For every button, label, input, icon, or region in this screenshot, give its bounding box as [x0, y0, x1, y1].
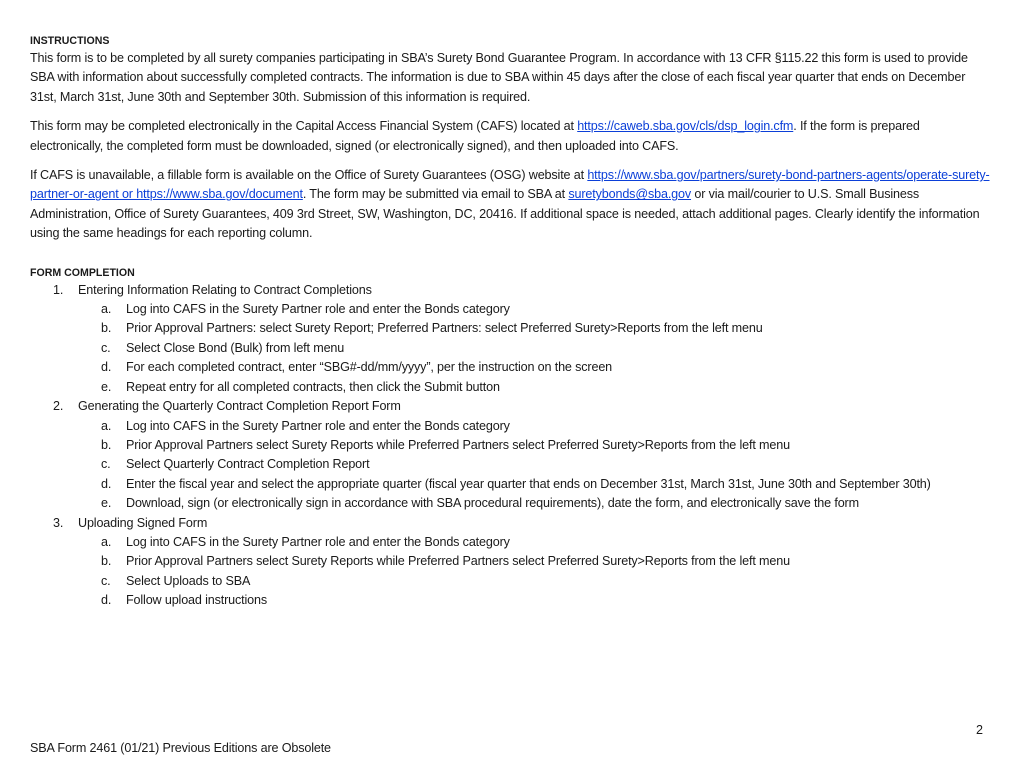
substep-letter: d. — [101, 476, 112, 491]
substep-text: Log into CAFS in the Surety Partner role and enter the Bonds category — [126, 302, 510, 317]
step-number: 2. — [53, 399, 64, 414]
substep-letter: a. — [101, 302, 112, 317]
substep-letter: a. — [101, 418, 112, 433]
step-3-substeps — [78, 533, 990, 611]
step-1 — [30, 281, 990, 397]
substep — [78, 572, 990, 591]
substep-letter: d. — [101, 360, 112, 375]
form-footer-label: SBA Form 2461 (01/21) Previous Editions are Obsolete — [30, 741, 331, 755]
step-number: 3. — [53, 515, 64, 530]
substep-letter: e. — [101, 496, 112, 511]
substep-letter: c. — [101, 457, 111, 472]
substep-text: Download, sign (or electronically sign in accordance with SBA procedural requirements), date the form, and electronically save the form — [126, 496, 859, 511]
substep — [78, 533, 990, 552]
substep — [78, 494, 990, 513]
substep-text: Log into CAFS in the Surety Partner role and enter the Bonds category — [126, 418, 510, 433]
substep-text: Log into CAFS in the Surety Partner role and enter the Bonds category — [126, 534, 510, 549]
substep-letter: b. — [101, 437, 112, 452]
step-3 — [30, 514, 990, 611]
step-title: Uploading Signed Form — [78, 515, 208, 530]
substep-text: Prior Approval Partners select Surety Reports while Preferred Partners select Preferred Surety>Reports from the left menu — [126, 437, 790, 452]
substep-letter: c. — [101, 340, 111, 355]
para3-text-after: or via mail/courier to U.S. Small Business Administration, Office of Surety Guarantees, 409 3rd Street, SW, Washington, DC, 20416. If additional space is needed, attach additional pages. Clearly identify the information using the same headings for each reporting column. — [30, 187, 980, 241]
substep — [78, 552, 990, 571]
substep-letter: e. — [101, 379, 112, 394]
substep-text: Repeat entry for all completed contracts, then click the Submit button — [126, 379, 500, 394]
form-completion-steps — [30, 281, 990, 611]
instructions-paragraph-1: This form is to be completed by all surety companies participating in SBA’s Surety Bond Guarantee Program. In accordance with 13 CFR §115.22 this form is used to provide SBA with information about successfully completed contracts. The information is due to SBA within 45 days after the close of each fiscal year quarter that ends on December 31st, March 31st, June 30th and September 30th. Submission of this information is required. — [30, 51, 968, 104]
substep-letter: a. — [101, 534, 112, 549]
substep-text: Follow upload instructions — [126, 593, 268, 608]
instructions-heading: INSTRUCTIONS — [30, 35, 110, 47]
substep — [78, 319, 990, 338]
step-number: 1. — [53, 282, 64, 297]
substep — [78, 358, 990, 377]
substep-text: Select Uploads to SBA — [126, 573, 251, 588]
substep — [78, 378, 990, 397]
substep — [78, 475, 990, 494]
substep-letter: b. — [101, 554, 112, 569]
step-1-substeps — [78, 300, 990, 397]
para2-text-after: . If the form is prepared electronically, the completed form must be downloaded, signed (or electronically signed), and then uploaded into CAFS. — [30, 119, 920, 153]
substep-letter: c. — [101, 573, 111, 588]
substep-text: For each completed contract, enter “SBG#-dd/mm/yyyy”, per the instruction on the screen — [126, 360, 613, 375]
section-spacer — [30, 254, 990, 265]
substep-text: Select Quarterly Contract Completion Report — [126, 457, 370, 472]
instructions-paragraph-2 — [30, 117, 990, 156]
osg-website-link[interactable]: https://www.sba.gov/partners/surety-bond-partners-agents/operate-surety-partner-or-agent or https://www.sba.gov/document — [30, 168, 990, 202]
step-2-substeps — [78, 417, 990, 514]
substep-letter: b. — [101, 321, 112, 336]
step-title: Entering Information Relating to Contract Completions — [78, 282, 372, 297]
para3-text-middle: . The form may be submitted via email to SBA at — [302, 187, 569, 202]
substep-text: Prior Approval Partners select Surety Reports while Preferred Partners select Preferred Surety>Reports from the left menu — [126, 554, 790, 569]
para2-text-before: This form may be completed electronically in the Capital Access Financial System (CAFS) located at — [30, 119, 578, 134]
page-number: 2 — [976, 723, 984, 737]
substep-letter: d. — [101, 593, 112, 608]
para3-text-before: If CAFS is unavailable, a fillable form is available on the Office of Surety Guarantees (OSG) website at — [30, 168, 588, 183]
step-2 — [30, 397, 990, 513]
form-completion-heading: FORM COMPLETION — [30, 266, 135, 279]
surety-bonds-email-link[interactable]: suretybonds@sba.gov — [568, 187, 692, 202]
substep-text: Enter the fiscal year and select the appropriate quarter (fiscal year quarter that ends on December 31st, March 31st, June 30th and September 30th) — [126, 476, 931, 491]
substep — [78, 591, 990, 610]
substep — [78, 417, 990, 436]
substep — [78, 455, 990, 474]
substep — [78, 436, 990, 455]
step-title: Generating the Quarterly Contract Completion Report Form — [78, 399, 401, 414]
instructions-paragraph-3 — [30, 166, 990, 244]
substep-text: Prior Approval Partners: select Surety Report; Preferred Partners: select Preferred Surety>Reports from the left menu — [126, 321, 763, 336]
substep-text: Select Close Bond (Bulk) from left menu — [126, 340, 345, 355]
page-content — [30, 33, 990, 611]
substep — [78, 339, 990, 358]
substep — [78, 300, 990, 319]
cafs-login-link[interactable]: https://caweb.sba.gov/cls/dsp_login.cfm — [577, 119, 794, 134]
